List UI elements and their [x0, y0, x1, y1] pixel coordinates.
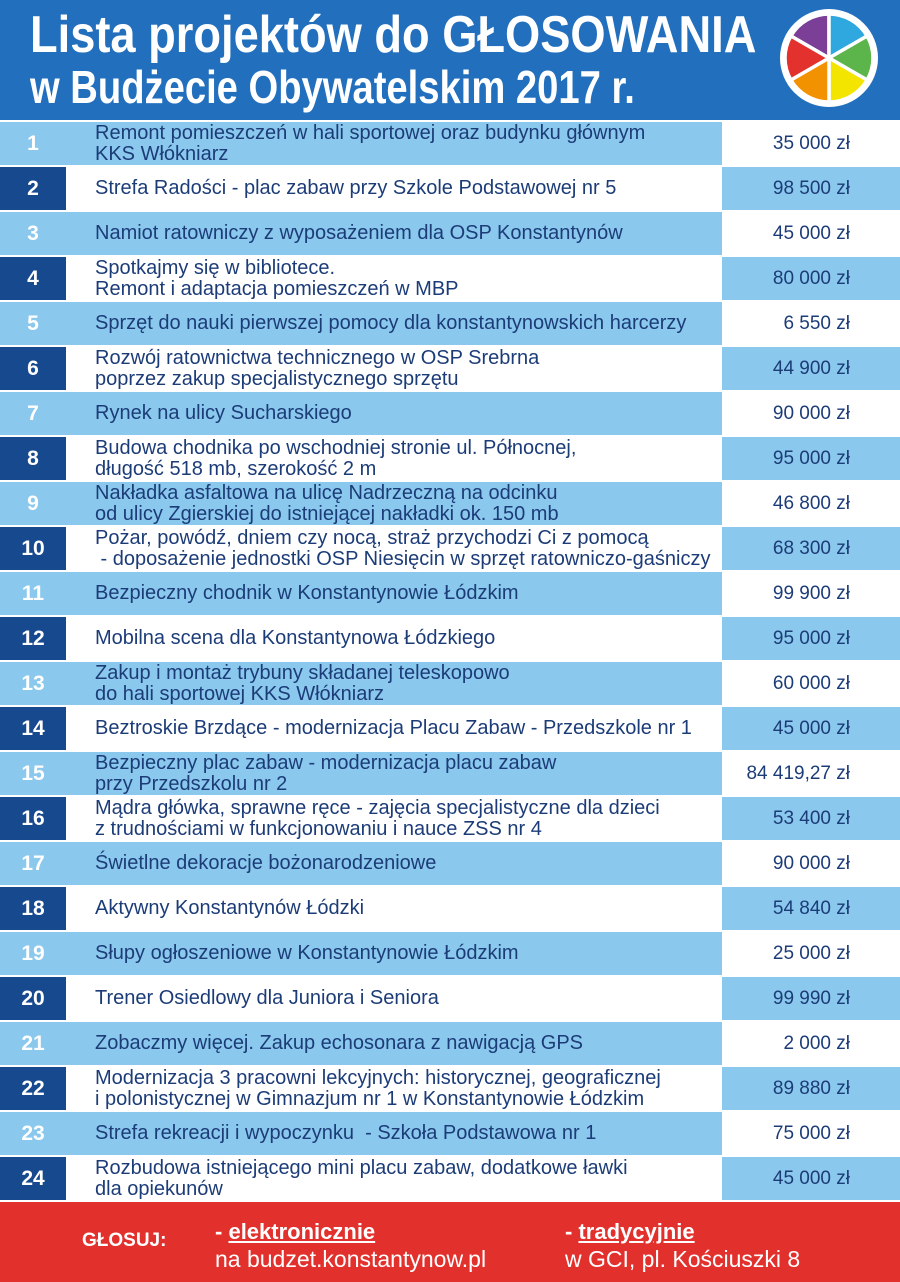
- project-cost: 45 000 zł: [722, 1157, 900, 1200]
- project-row-22: [0, 1067, 900, 1110]
- project-cost: 68 300 zł: [722, 527, 900, 570]
- project-cost: 54 840 zł: [722, 887, 900, 930]
- project-title-line: poprzez zakup specjalistycznego sprzętu: [95, 367, 459, 390]
- project-number: 9: [0, 482, 66, 525]
- project-title-line: Sprzęt do nauki pierwszej pomocy dla konstantynowskich harcerzy: [95, 312, 687, 334]
- project-title: [66, 572, 722, 615]
- project-cost: 2 000 zł: [722, 1022, 900, 1065]
- project-row-8: [0, 437, 900, 480]
- project-title-line: Beztroskie Brzdące - modernizacja Placu Zabaw - Przedszkole nr 1: [95, 717, 692, 739]
- project-title: [66, 1112, 722, 1155]
- project-title: [66, 302, 722, 345]
- project-row-20: [0, 977, 900, 1020]
- project-cost: 90 000 zł: [722, 392, 900, 435]
- project-title: [66, 1157, 722, 1200]
- project-title-line: z trudnościami w funkcjonowaniu i nauce ZSS nr 4: [95, 817, 542, 840]
- project-row-11: [0, 572, 900, 615]
- project-list: [0, 122, 900, 1200]
- header-banner: [0, 0, 900, 120]
- project-row-17: [0, 842, 900, 885]
- project-cost: 46 800 zł: [722, 482, 900, 525]
- project-cost: 99 900 zł: [722, 572, 900, 615]
- project-row-19: [0, 932, 900, 975]
- project-title-line: Strefa Radości - plac zabaw przy Szkole Podstawowej nr 5: [95, 177, 617, 199]
- project-number: 20: [0, 977, 66, 1020]
- project-row-7: [0, 392, 900, 435]
- project-title-line: Strefa rekreacji i wypoczynku - Szkoła Podstawowa nr 1: [95, 1122, 597, 1144]
- project-row-14: [0, 707, 900, 750]
- project-number: 8: [0, 437, 66, 480]
- project-row-21: [0, 1022, 900, 1065]
- project-number: 24: [0, 1157, 66, 1200]
- project-cost: 44 900 zł: [722, 347, 900, 390]
- project-cost: 60 000 zł: [722, 662, 900, 705]
- project-number: 13: [0, 662, 66, 705]
- vote-option-electronic: [215, 1219, 487, 1272]
- project-number: 18: [0, 887, 66, 930]
- project-title-line: Świetlne dekoracje bożonarodzeniowe: [95, 852, 437, 874]
- project-cost: 89 880 zł: [722, 1067, 900, 1110]
- project-row-18: [0, 887, 900, 930]
- project-title-line: od ulicy Zgierskiej do istniejącej nakładki ok. 150 mb: [95, 502, 559, 525]
- project-title: [66, 752, 722, 795]
- project-row-23: [0, 1112, 900, 1155]
- project-title-line: Modernizacja 3 pracowni lekcyjnych: historycznej, geograficznej: [95, 1066, 661, 1089]
- title-line-2: w Budżecie Obywatelskim 2017 r.: [30, 61, 635, 113]
- project-title-line: Budowa chodnika po wschodniej stronie ul. Północnej,: [95, 436, 577, 459]
- project-title-line: Bezpieczny plac zabaw - modernizacja placu zabaw: [95, 751, 557, 774]
- project-cost: 95 000 zł: [722, 617, 900, 660]
- project-title: [66, 977, 722, 1020]
- project-row-1: [0, 122, 900, 165]
- project-title-line: dla opiekunów: [95, 1177, 223, 1200]
- project-cost: 95 000 zł: [722, 437, 900, 480]
- title-line-1: Lista projektów do GŁOSOWANIA: [30, 6, 757, 64]
- project-title-line: Rozwój ratownictwa technicznego w OSP Srebrna: [95, 346, 540, 369]
- project-title-line: Słupy ogłoszeniowe w Konstantynowie Łódzkim: [95, 942, 519, 964]
- project-title-line: Mądra główka, sprawne ręce - zajęcia specjalistyczne dla dzieci: [95, 796, 660, 819]
- project-title-line: Remont i adaptacja pomieszczeń w MBP: [95, 277, 459, 300]
- project-cost: 35 000 zł: [722, 122, 900, 165]
- project-title: [66, 392, 722, 435]
- project-cost: 45 000 zł: [722, 707, 900, 750]
- project-title-line: Zakup i montaż trybuny składanej teleskopowo: [95, 661, 510, 684]
- project-number: 5: [0, 302, 66, 345]
- project-title-line: Spotkajmy się w bibliotece.: [95, 256, 336, 279]
- project-number: 16: [0, 797, 66, 840]
- option-dash: -: [565, 1219, 573, 1244]
- project-title-line: przy Przedszkolu nr 2: [95, 772, 288, 795]
- project-row-9: [0, 482, 900, 525]
- vote-option-traditional: [565, 1219, 801, 1272]
- project-title-line: Nakładka asfaltowa na ulicę Nadrzeczną na odcinku: [95, 481, 558, 504]
- project-title: [66, 347, 722, 390]
- project-title: [66, 797, 722, 840]
- project-row-24: [0, 1157, 900, 1200]
- project-number: 4: [0, 257, 66, 300]
- project-number: 23: [0, 1112, 66, 1155]
- project-number: 10: [0, 527, 66, 570]
- project-row-16: [0, 797, 900, 840]
- project-title-line: i polonistycznej w Gimnazjum nr 1 w Konstantynowie Łódzkim: [95, 1087, 645, 1110]
- project-title: [66, 527, 722, 570]
- project-number: 1: [0, 122, 66, 165]
- project-title: [66, 167, 722, 210]
- project-title-line: długość 518 mb, szerokość 2 m: [95, 457, 377, 480]
- option-traditional-heading: [565, 1221, 695, 1243]
- project-cost: 90 000 zł: [722, 842, 900, 885]
- project-row-12: [0, 617, 900, 660]
- project-title: [66, 932, 722, 975]
- project-cost: 98 500 zł: [722, 167, 900, 210]
- project-title: [66, 662, 722, 705]
- project-row-5: [0, 302, 900, 345]
- project-title-line: Mobilna scena dla Konstantynowa Łódzkiego: [95, 627, 496, 649]
- project-title-line: Bezpieczny chodnik w Konstantynowie Łódzkim: [95, 582, 519, 604]
- project-cost: 99 990 zł: [722, 977, 900, 1020]
- project-number: 7: [0, 392, 66, 435]
- project-row-3: [0, 212, 900, 255]
- project-title: [66, 437, 722, 480]
- project-title: [66, 707, 722, 750]
- vote-label: GŁOSUJ:: [82, 1230, 167, 1251]
- project-title-line: KKS Włókniarz: [95, 142, 229, 165]
- project-row-13: [0, 662, 900, 705]
- project-number: 17: [0, 842, 66, 885]
- project-number: 2: [0, 167, 66, 210]
- project-cost: 45 000 zł: [722, 212, 900, 255]
- project-number: 15: [0, 752, 66, 795]
- project-title: [66, 122, 722, 165]
- project-number: 22: [0, 1067, 66, 1110]
- project-cost: 6 550 zł: [722, 302, 900, 345]
- project-number: 19: [0, 932, 66, 975]
- option-traditional-label: tradycyjnie: [578, 1219, 695, 1244]
- project-title-line: Rynek na ulicy Sucharskiego: [95, 402, 352, 424]
- option-electronic-detail: na budzet.konstantynow.pl: [215, 1246, 487, 1272]
- project-title-line: Aktywny Konstantynów Łódzki: [95, 897, 365, 919]
- project-number: 3: [0, 212, 66, 255]
- project-row-15: [0, 752, 900, 795]
- project-title: [66, 1067, 722, 1110]
- project-cost: 80 000 zł: [722, 257, 900, 300]
- project-cost: 84 419,27 zł: [722, 752, 900, 795]
- project-title: [66, 482, 722, 525]
- option-electronic-heading: [215, 1221, 375, 1243]
- option-traditional-detail: w GCI, pl. Kościuszki 8: [565, 1246, 801, 1272]
- option-electronic-label: elektronicznie: [228, 1219, 376, 1244]
- project-row-2: [0, 167, 900, 210]
- project-number: 14: [0, 707, 66, 750]
- project-title-line: Rozbudowa istniejącego mini placu zabaw, dodatkowe ławki: [95, 1156, 628, 1179]
- project-title-line: do hali sportowej KKS Włókniarz: [95, 682, 385, 705]
- project-number: 12: [0, 617, 66, 660]
- project-row-6: [0, 347, 900, 390]
- project-number: 21: [0, 1022, 66, 1065]
- voting-footer: [0, 1202, 900, 1282]
- project-title-line: Trener Osiedlowy dla Juniora i Seniora: [95, 987, 439, 1009]
- project-cost: 53 400 zł: [722, 797, 900, 840]
- project-title: [66, 257, 722, 300]
- project-title-line: Pożar, powódź, dniem czy nocą, straż przychodzi Ci z pomocą: [95, 526, 649, 549]
- project-title-line: Remont pomieszczeń w hali sportowej oraz budynku głównym: [95, 121, 646, 144]
- project-row-10: [0, 527, 900, 570]
- project-title-line: - doposażenie jednostki OSP Niesięcin w sprzęt ratowniczo-gaśniczy: [95, 547, 711, 570]
- project-title-line: Namiot ratowniczy z wyposażeniem dla OSP Konstantynów: [95, 222, 623, 244]
- puzzle-circle-logo-icon: [779, 8, 879, 108]
- project-number: 6: [0, 347, 66, 390]
- project-title: [66, 887, 722, 930]
- project-row-4: [0, 257, 900, 300]
- project-title: [66, 1022, 722, 1065]
- option-dash: -: [215, 1219, 223, 1244]
- project-title: [66, 617, 722, 660]
- project-title: [66, 842, 722, 885]
- project-cost: 75 000 zł: [722, 1112, 900, 1155]
- project-cost: 25 000 zł: [722, 932, 900, 975]
- project-title-line: Zobaczmy więcej. Zakup echosonara z nawigacją GPS: [95, 1032, 584, 1054]
- project-number: 11: [0, 572, 66, 615]
- project-title: [66, 212, 722, 255]
